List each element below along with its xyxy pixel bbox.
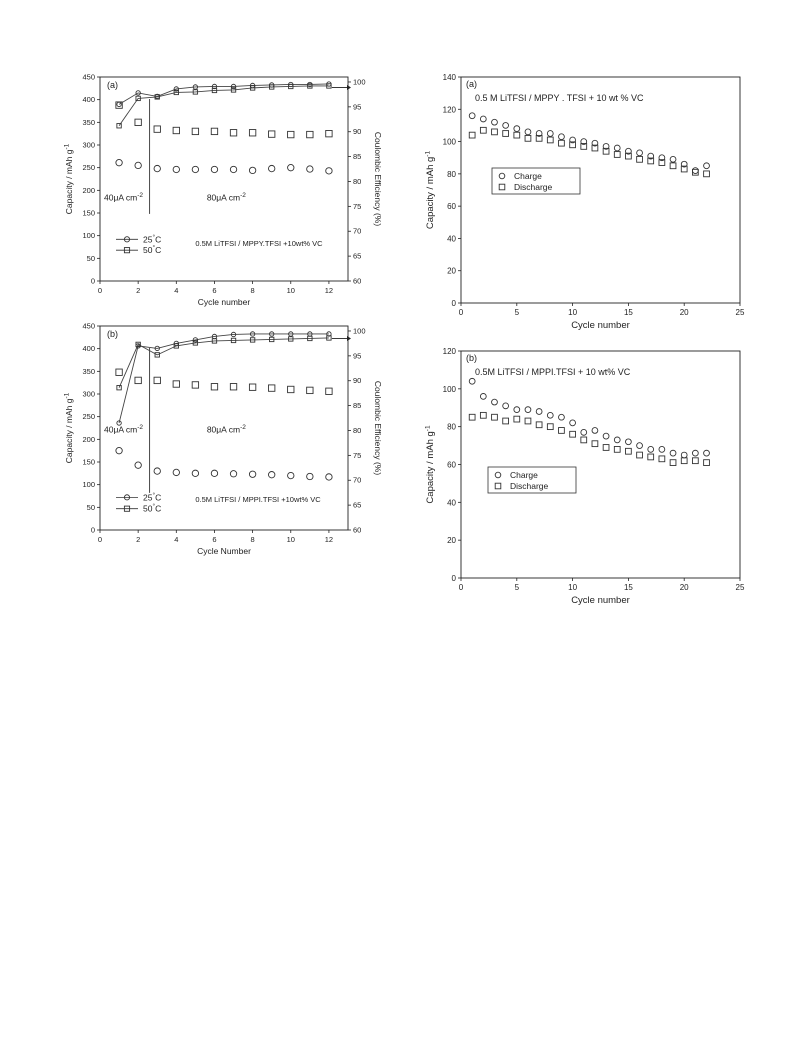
data-point [514,407,520,413]
y-tick-label: 250 [82,412,95,422]
capacity-point [192,382,198,388]
series-3 [117,84,331,128]
capacity-point [173,381,179,387]
capacity-point [307,473,313,479]
capacity-point [326,130,332,136]
capacity-point [249,384,255,390]
y-tick-label: 50 [86,502,95,512]
y2-tick-label: 85 [353,401,362,411]
legend-label: Discharge [510,481,549,491]
data-point [670,163,676,169]
data-point [503,403,509,409]
data-point [547,137,553,143]
series-2 [117,332,331,425]
y2-tick-label: 95 [353,102,362,112]
capacity-point [268,385,274,391]
data-point [547,412,553,418]
y-tick-label: 100 [82,231,95,241]
y-tick-label: 120 [442,105,456,115]
capacity-point [135,377,141,383]
data-point [547,131,553,137]
data-point [503,131,509,137]
series-0 [116,159,332,174]
data-point [469,414,475,420]
data-point [670,460,676,466]
data-point [614,446,620,452]
panel-label: (a) [466,79,477,89]
data-point [469,113,475,119]
capacity-point [249,130,255,136]
y2-tick-label: 65 [353,251,362,261]
x-tick-label: 0 [97,535,103,544]
y2-tick-label: 60 [353,276,362,286]
y-tick-label: 200 [82,185,95,195]
data-point [503,418,509,424]
data-point [480,394,486,400]
x-tick-label: 10 [568,308,578,317]
series-1 [116,102,332,138]
y-tick-label: 120 [442,347,456,356]
data-point [559,140,565,146]
current-label-high: 80μA $cm^{-2}$ [206,424,246,435]
y-tick-label: 100 [82,480,95,490]
capacity-point [135,462,141,468]
y2-tick-label: 70 [353,226,362,236]
y-tick-label: 60 [447,460,456,470]
x-tick-label: 4 [174,535,179,544]
data-point [469,132,475,138]
x-tick-label: 2 [136,535,141,544]
data-point [480,116,486,122]
data-point [670,450,676,456]
legend [492,168,580,194]
capacity-point [307,131,313,137]
capacity-point [288,131,294,137]
data-point [581,437,587,443]
data-point [637,443,643,449]
efficiency-line [119,84,329,104]
electrolyte-annotation: 0.5M LiTFSI / MPPY.TFSI +10wt% VC [195,239,323,249]
data-point [614,152,620,158]
y-tick-label: 20 [447,536,456,546]
x-tick-label: 10 [286,535,295,544]
y2-tick-label: 95 [353,351,362,361]
legend-label: Discharge [514,182,553,192]
y-tick-label: 40 [447,498,456,508]
x-tick-label: 4 [174,286,179,295]
axis-arrow-head [347,85,351,90]
capacity-point [173,166,179,172]
capacity-point [116,369,122,375]
data-point [614,437,620,443]
capacity-point [211,166,217,172]
data-point [581,429,587,435]
y2-tick-label: 65 [353,500,362,510]
capacity-point [211,128,217,134]
data-point [692,168,698,174]
capacity-point [307,387,313,393]
data-point [525,129,531,135]
data-point [503,123,509,129]
chart-panel-2 [425,73,745,331]
data-point [659,446,665,452]
x-tick-label: 15 [623,583,633,592]
data-point [670,156,676,162]
data-point [692,458,698,464]
current-label-high: 80μA $cm^{-2}$ [206,191,246,203]
data-point [637,452,643,458]
data-point [559,428,565,434]
data-point [514,416,520,422]
efficiency-point [117,102,121,106]
data-point [603,433,609,439]
legend-label: 25°C [143,233,162,245]
x-tick-label: 12 [324,535,334,544]
y-tick-label: 0 [90,525,95,535]
capacity-point [211,470,217,476]
x-tick-label: 25 [735,308,745,317]
y2-tick-label: 100 [353,326,366,336]
capacity-point [154,165,160,171]
y-tick-label: 150 [82,457,95,467]
capacity-point [249,167,255,173]
data-point [681,452,687,458]
legend-label: Charge [514,171,542,181]
x-axis-label: Cycle number [571,320,630,331]
y-tick-label: 40 [447,234,456,244]
legend-label: 50°C [143,244,162,256]
capacity-point [154,468,160,474]
x-tick-label: 2 [136,286,141,295]
data-point [681,458,687,464]
capacity-point [192,470,198,476]
x-tick-label: 5 [514,308,520,317]
y-axis-label: Capacity / mAh $g^{-1}$ [424,150,436,230]
y2-tick-label: 80 [353,176,362,186]
capacity-point [288,386,294,392]
efficiency-line [119,86,329,126]
y-tick-label: 250 [82,163,95,173]
y-tick-label: 350 [82,366,95,376]
data-point [637,150,643,156]
y2-tick-label: 75 [353,450,362,460]
axis-arrow-head [347,336,351,341]
x-tick-label: 20 [679,583,689,592]
series-0 [469,113,709,174]
capacity-point [116,159,122,165]
x-tick-label: 15 [623,308,633,317]
y2-tick-label: 60 [353,525,362,535]
capacity-point [116,447,122,453]
capacity-point [211,384,217,390]
capacity-point [135,119,141,125]
capacity-point [230,166,236,172]
y-tick-label: 0 [451,574,456,583]
x-tick-label: 0 [97,286,103,295]
capacity-point [288,164,294,170]
panel-label: (b) [466,353,477,363]
data-point [692,450,698,456]
data-point [492,119,498,125]
data-point [559,414,565,420]
y2-tick-label: 85 [353,152,362,162]
capacity-point [173,469,179,475]
y-tick-label: 350 [82,117,95,127]
chart-panel-3 [425,347,745,606]
capacity-point [268,131,274,137]
y-tick-label: 100 [442,137,456,147]
data-point [492,129,498,135]
data-point [536,409,542,415]
data-point [592,428,598,434]
x-tick-label: 25 [735,583,745,592]
series-3 [117,336,331,390]
data-point [704,171,710,177]
y-axis-label: Capacity / mAh $g^{-1}$ [63,143,74,215]
y2-tick-label: 90 [353,127,362,137]
x-tick-label: 0 [458,308,464,317]
y2-tick-label: 90 [353,376,362,386]
y-tick-label: 80 [447,422,456,432]
efficiency-line [119,338,329,388]
data-point [536,422,542,428]
capacity-point [192,166,198,172]
capacity-point [326,388,332,394]
capacity-point [154,126,160,132]
series-1 [469,412,709,465]
x-tick-label: 12 [324,286,334,295]
y-tick-label: 150 [82,208,95,218]
series-2 [117,82,331,107]
current-label-low: 40μA $cm^{-2}$ [104,424,144,435]
x-tick-label: 0 [458,583,464,592]
capacity-point [230,130,236,136]
x-tick-label: 8 [250,535,255,544]
data-point [626,448,632,454]
y-axis-label: Capacity / mAh $g^{-1}$ [424,425,436,504]
data-point [492,399,498,405]
panel-label: (a) [107,80,118,90]
capacity-point [307,166,313,172]
legend-label: Charge [510,470,538,480]
data-point [525,418,531,424]
capacity-point [326,474,332,480]
chart-panel-0 [64,73,384,308]
capacity-point [249,471,255,477]
y-tick-label: 140 [442,73,456,82]
data-point [603,445,609,451]
y-tick-label: 60 [447,202,456,212]
capacity-point [173,127,179,133]
capacity-point [326,168,332,174]
current-label-low: 40μA $cm^{-2}$ [104,191,144,203]
y-tick-label: 450 [82,72,95,82]
y-tick-label: 300 [82,389,95,399]
data-point [704,450,710,456]
x-tick-label: 5 [514,583,520,592]
y-tick-label: 300 [82,140,95,150]
x-tick-label: 6 [212,286,217,295]
y-tick-label: 0 [90,276,95,286]
capacity-point [135,162,141,168]
data-point [648,446,654,452]
x-axis-label: Cycle number [197,297,251,307]
x-tick-label: 8 [250,286,255,295]
series-1 [116,369,332,394]
x-axis-label: Cycle Number [197,546,251,556]
data-point [559,134,565,140]
chart-panel-1 [64,322,384,557]
legend [488,467,576,493]
x-axis-label: Cycle number [571,595,630,606]
y-tick-label: 450 [82,321,95,331]
capacity-point [288,472,294,478]
y2-tick-label: 70 [353,475,362,485]
y2-axis-label: Coulombic Efficiency (%) [373,380,383,476]
data-point [704,163,710,169]
data-point [704,460,710,466]
y-tick-label: 20 [447,266,456,276]
y2-tick-label: 100 [353,77,366,87]
panel-label: (b) [107,329,118,339]
x-tick-label: 10 [568,583,578,592]
legend-label: 50°C [143,503,162,514]
legend-label: 25°C [143,491,162,503]
chart-title: 0.5 M LiTFSI / MPPY . TFSI + 10 wt % VC [475,93,644,103]
y-axis-label: Capacity / mAh $g^{-1}$ [63,392,74,464]
series-0 [116,447,332,480]
efficiency-line [119,334,329,423]
y2-tick-label: 80 [353,425,362,435]
data-point [525,135,531,141]
data-point [480,127,486,133]
data-point [514,126,520,132]
data-point [547,424,553,430]
y-tick-label: 50 [86,253,95,263]
capacity-point [192,128,198,134]
y-tick-label: 0 [451,299,456,308]
data-point [648,454,654,460]
data-point [626,439,632,445]
y2-tick-label: 75 [353,201,362,211]
data-point [570,420,576,426]
data-point [570,431,576,437]
data-point [469,378,475,384]
y-tick-label: 400 [82,95,95,105]
data-point [659,456,665,462]
data-point [614,145,620,151]
electrolyte-annotation: 0.5M LiTFSI / MPPI.TFSI +10wt% VC [195,494,321,504]
y-tick-label: 400 [82,344,95,354]
data-point [525,407,531,413]
x-tick-label: 10 [286,286,295,295]
data-point [492,414,498,420]
x-tick-label: 6 [212,535,217,544]
data-point [480,412,486,418]
y-tick-label: 200 [82,434,95,444]
y-tick-label: 80 [447,169,456,179]
data-point [637,156,643,162]
capacity-point [268,165,274,171]
y2-axis-label: Coulombic Efficiency (%) [373,131,383,227]
capacity-point [154,377,160,383]
data-point [514,132,520,138]
plot-frame [461,351,740,578]
capacity-point [230,471,236,477]
capacity-point [230,384,236,390]
capacity-point [268,471,274,477]
y-tick-label: 100 [442,384,456,394]
chart-title: 0.5M LiTFSI / MPPI.TFSI + 10 wt% VC [475,367,631,377]
data-point [592,441,598,447]
x-tick-label: 20 [679,308,689,317]
